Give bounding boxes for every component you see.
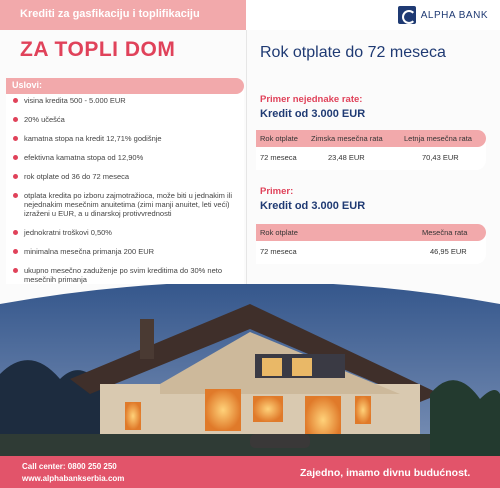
column-header: Rok otplate [260,228,298,237]
column-header: Zimska mesečna rata [311,134,383,143]
example1-amount: Kredit od 3.000 EUR [260,108,366,120]
condition-item: otplata kredita po izboru zajmotražioca, može biti u jednakim ili nejednakim mesečnim anuitetima (zimi manji anuitet, leti veći) izraženi u EUR, a u dinarskoj protivvrednosti [12,191,242,218]
condition-item: jednokratni troškovi 0,50% [12,228,242,237]
bullet-icon [13,117,18,122]
column-header: Rok otplate [260,134,298,143]
table-header [256,224,486,241]
conditions-list [12,96,242,313]
example1-table [256,130,486,170]
column-header: Letnja mesečna rata [404,134,472,143]
alpha-bank-logo-icon [398,6,416,24]
condition-item: rok otplate od 36 do 72 meseca [12,172,242,181]
brand-name: ALPHA BANK [420,9,488,21]
condition-item: kamatna stopa na kredit 12,71% godišnje [12,134,242,143]
example2-amount: Kredit od 3.000 EUR [260,200,366,212]
table-cell: 72 meseca [260,153,297,162]
bullet-icon [13,268,18,273]
alpha-bank-logo [398,5,488,25]
house-illustration [0,284,500,456]
banner-title: Krediti za gasfikaciju i toplifikaciju [20,8,200,20]
condition-item: 20% učešća [12,115,242,124]
top-banner [0,0,246,30]
table-cell: 72 meseca [260,247,297,256]
bullet-icon [13,98,18,103]
headline: ZA TOPLI DOM [20,38,176,61]
condition-item: visina kredita 500 - 5.000 EUR [12,96,242,105]
table-header [256,130,486,147]
brand-area [246,0,500,30]
condition-item: efektivna kamatna stopa od 12,90% [12,153,242,162]
example1-label: Primer nejednake rate: [260,94,363,105]
call-center: Call center: 0800 250 250 [22,462,117,471]
website-link[interactable]: www.alphabankserbia.com [22,474,125,483]
table-cell: 70,43 EUR [422,153,459,162]
condition-item: minimalna mesečna primanja 200 EUR [12,247,242,256]
bullet-icon [13,174,18,179]
column-header: Mesečna rata [422,228,468,237]
conditions-label: Uslovi: [12,80,43,90]
table-cell: 23,48 EUR [328,153,365,162]
example2-label: Primer: [260,186,294,197]
bullet-icon [13,230,18,235]
right-title: Rok otplate do 72 meseca [260,44,446,61]
house-photo [0,284,500,456]
slogan: Zajedno, imamo divnu budućnost. [300,467,471,479]
conditions-box [6,78,244,294]
example2-table [256,224,486,264]
bullet-icon [13,136,18,141]
table-cell: 46,95 EUR [430,247,467,256]
bullet-icon [13,249,18,254]
condition-item: ukupno mesečno zaduženje po svim kreditima do 30% neto mesečnih primanja [12,266,242,284]
conditions-header [6,78,244,94]
bullet-icon [13,155,18,160]
bullet-icon [13,193,18,198]
